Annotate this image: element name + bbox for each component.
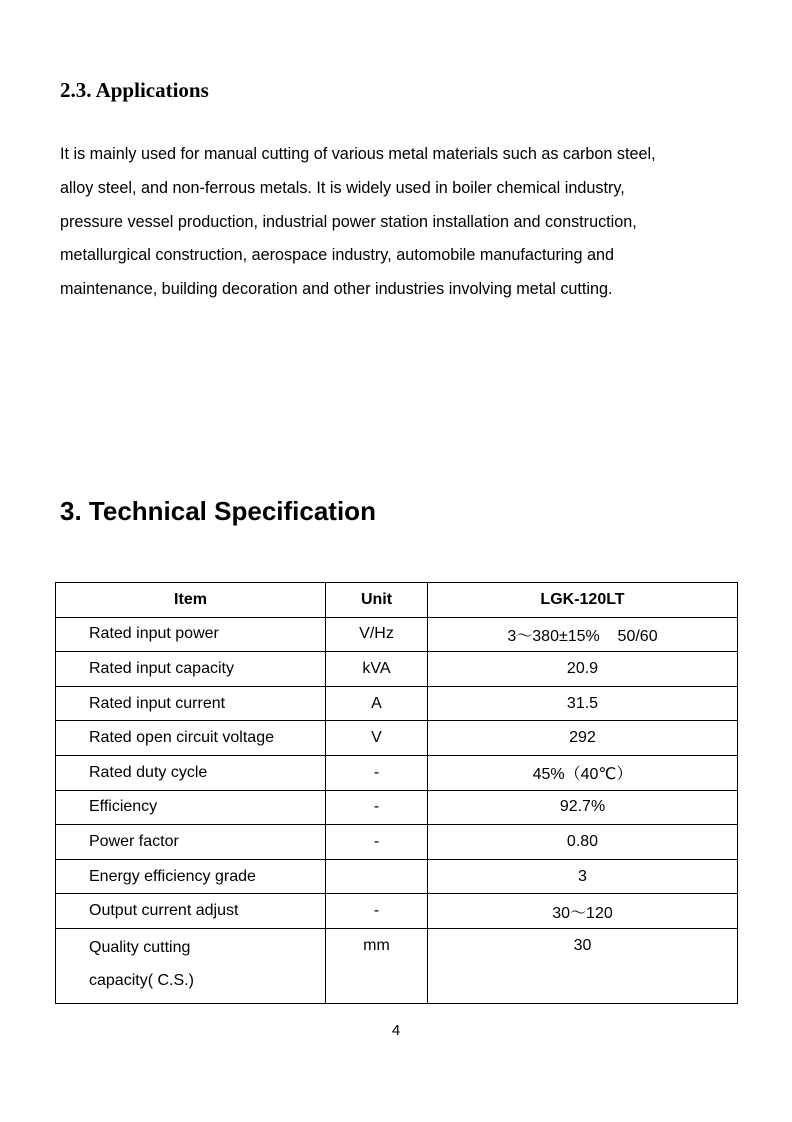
cell-unit: kVA — [326, 652, 428, 687]
cell-item-line: capacity( C.S.) — [89, 971, 194, 989]
cell-value: 31.5 — [428, 686, 738, 721]
paragraph-line: maintenance, building decoration and other industries involving metal cutting. — [60, 280, 613, 299]
cell-value: 92.7% — [428, 790, 738, 825]
applications-heading: 2.3. Applications — [60, 78, 209, 102]
cell-item: Rated input current — [56, 686, 326, 721]
paragraph-line: It is mainly used for manual cutting of various metal materials such as carbon steel, — [60, 145, 656, 163]
cell-item: Power factor — [56, 825, 326, 860]
cell-value: 30～120 — [428, 894, 738, 929]
header-item: Item — [56, 583, 326, 618]
table-row — [56, 790, 738, 825]
header-unit: Unit — [326, 583, 428, 618]
technical-specification-heading: 3. Technical Specification — [60, 496, 376, 526]
page-number: 4 — [391, 1022, 401, 1039]
cell-item: Efficiency — [56, 790, 326, 825]
cell-unit — [326, 859, 428, 894]
table-row — [56, 617, 738, 652]
table-row — [56, 686, 738, 721]
applications-paragraph — [60, 138, 740, 307]
table-row — [56, 755, 738, 790]
table-row — [56, 859, 738, 894]
cell-item: Rated input power — [56, 617, 326, 652]
cell-item: Output current adjust — [56, 894, 326, 929]
cell-unit: - — [326, 755, 428, 790]
cell-unit: V/Hz — [326, 617, 428, 652]
cell-item — [56, 928, 326, 1003]
cell-unit: mm — [326, 928, 428, 1003]
paragraph-line: pressure vessel production, industrial power station installation and construction, — [60, 212, 637, 231]
table-header-row — [56, 583, 738, 618]
cell-value: 0.80 — [428, 825, 738, 860]
table-row — [56, 652, 738, 687]
specification-table — [55, 582, 738, 1004]
cell-value: 292 — [428, 721, 738, 756]
header-model: LGK-120LT — [428, 583, 738, 618]
paragraph-line: metallurgical construction, aerospace industry, automobile manufacturing and — [60, 246, 614, 265]
cell-item: Rated open circuit voltage — [56, 721, 326, 756]
cell-unit: - — [326, 894, 428, 929]
table-row — [56, 928, 738, 1003]
cell-unit: V — [326, 721, 428, 756]
cell-item: Rated duty cycle — [56, 755, 326, 790]
cell-value: 30 — [428, 928, 738, 1003]
cell-item-line: Quality cutting — [89, 938, 191, 956]
cell-unit: A — [326, 686, 428, 721]
cell-unit: - — [326, 825, 428, 860]
cell-unit: - — [326, 790, 428, 825]
table-row — [56, 721, 738, 756]
cell-item: Rated input capacity — [56, 652, 326, 687]
cell-value: 20.9 — [428, 652, 738, 687]
cell-value: 3 — [428, 859, 738, 894]
paragraph-line: alloy steel, and non-ferrous metals. It is widely used in boiler chemical industry, — [60, 178, 625, 197]
cell-value: 3～380±15% 50/60 — [428, 617, 738, 652]
table-row — [56, 894, 738, 929]
cell-value: 45%（40℃） — [428, 755, 738, 790]
table-row — [56, 825, 738, 860]
cell-item: Energy efficiency grade — [56, 859, 326, 894]
